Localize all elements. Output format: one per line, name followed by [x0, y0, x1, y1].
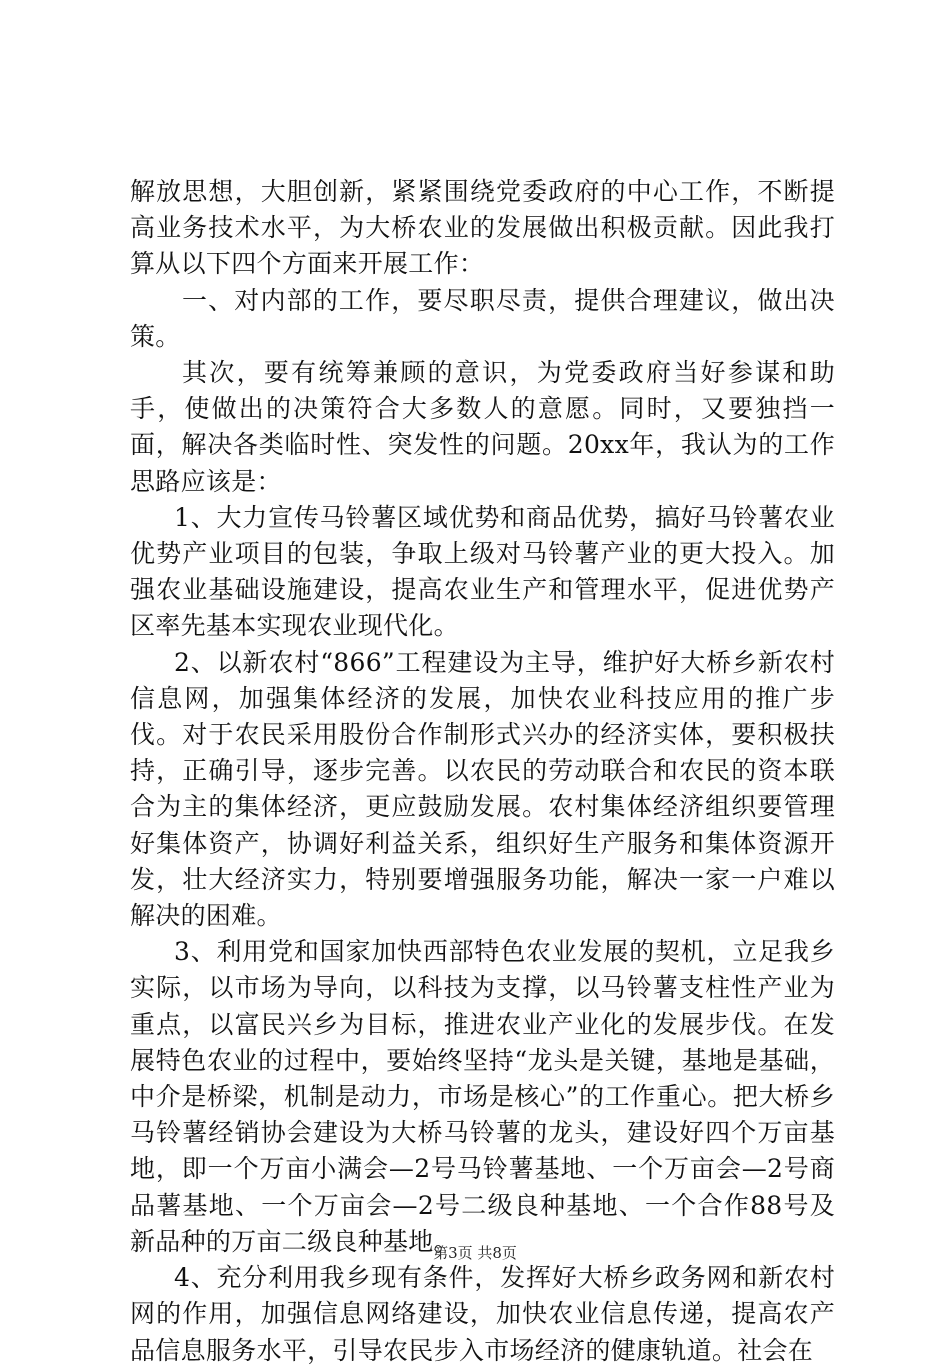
paragraph-item-4: 4、充分利用我乡现有条件，发挥好大桥乡政务网和新农村网的作用，加强信息网络建设，加快农业信息传递，提高农产品信息服务水平，引导农民步入市场经济的健康轨道。社会在	[130, 1263, 835, 1365]
paragraph-point-one: 一、对内部的工作，要尽职尽责，提供合理建议，做出决策。	[130, 285, 835, 351]
paragraph-item-2: 2、以新农村“866”工程建设为主导，维护好大桥乡新农村信息网，加强集体经济的发展，加快农业科技应用的推广步伐。对于农民采用股份合作制形式兴办的经济实体，要积极扶持，正确引导，逐步完善。以农民的劳动联合和农民的资本联合为主的集体经济，更应鼓励发展。农村集体经济组织要管理好集体资产，协调好利益关系，组织好生产服务和集体资源开发，壮大经济实力，特别要增强服务功能，解决一家一户难以解决的困难。	[130, 647, 835, 931]
document-body	[130, 174, 835, 1369]
paragraph-item-1: 1、大力宣传马铃薯区域优势和商品优势，搞好马铃薯农业优势产业项目的包装，争取上级对马铃薯产业的更大投入。加强农业基础设施建设，提高农业生产和管理水平，促进优势产区率先基本实现农业现代化。	[130, 502, 835, 641]
paragraph-item-3: 3、利用党和国家加快西部特色农业发展的契机，立足我乡实际，以市场为导向，以科技为支撑，以马铃薯支柱性产业为重点，以富民兴乡为目标，推进农业产业化的发展步伐。在发展特色农业的过程中，要始终坚持“龙头是关键，基地是基础，中介是桥梁，机制是动力，市场是核心”的工作重心。把大桥乡马铃薯经销协会建设为大桥马铃薯的龙头，建设好四个万亩基地，即一个万亩小满会—2号马铃薯基地、一个万亩会—2号商品薯基地、一个万亩会—2号二级良种基地、一个合作88号及新品种的万亩二级良种基地。	[130, 937, 835, 1256]
page-number: 第3页 共8页	[433, 1244, 517, 1262]
paragraph-intro: 解放思想，大胆创新，紧紧围绕党委政府的中心工作，不断提高业务技术水平，为大桥农业的发展做出积极贡献。因此我打算从以下四个方面来开展工作：	[130, 177, 835, 279]
paragraph-secondly: 其次，要有统筹兼顾的意识，为党委政府当好参谋和助手，使做出的决策符合大多数人的意愿。同时，又要独挡一面，解决各类临时性、突发性的问题。20xx年，我认为的工作思路应该是：	[130, 358, 835, 496]
page-footer	[0, 1242, 950, 1263]
